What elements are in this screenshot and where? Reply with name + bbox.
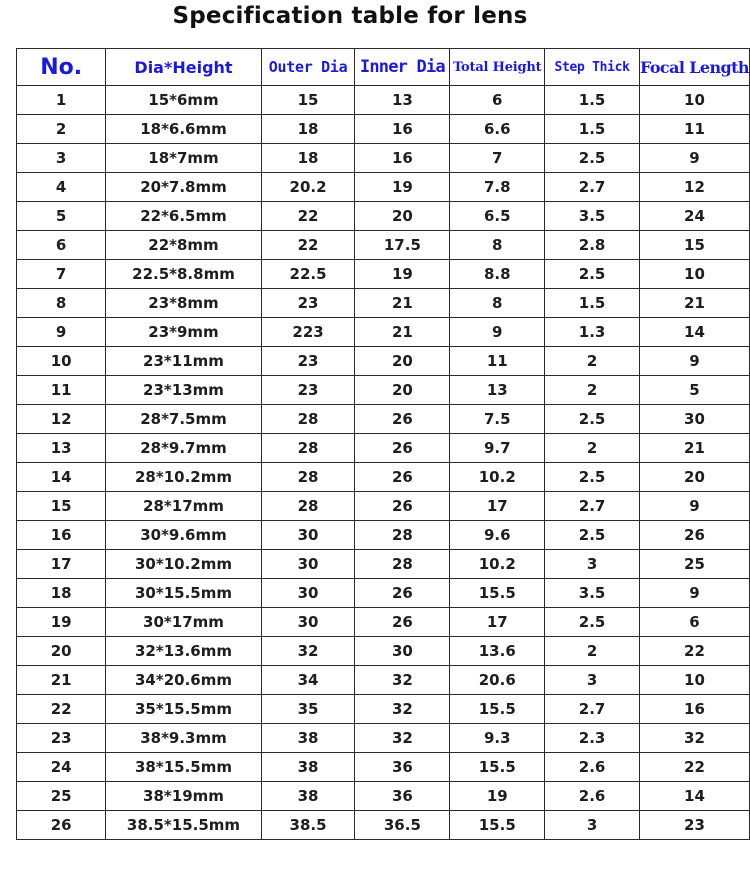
cell-outer-dia: 18 — [261, 144, 355, 173]
table-row — [17, 144, 750, 173]
cell-no: 16 — [17, 521, 106, 550]
cell-focal-length: 16 — [639, 695, 749, 724]
cell-focal-length: 20 — [639, 463, 749, 492]
cell-dia-height: 28*17mm — [106, 492, 261, 521]
cell-outer-dia: 22 — [261, 202, 355, 231]
cell-step-thick: 2.5 — [545, 144, 640, 173]
cell-inner-dia: 36 — [355, 753, 450, 782]
cell-total-height: 8 — [450, 231, 545, 260]
cell-step-thick: 2.3 — [545, 724, 640, 753]
cell-inner-dia: 21 — [355, 289, 450, 318]
cell-outer-dia: 34 — [261, 666, 355, 695]
cell-focal-length: 10 — [639, 260, 749, 289]
cell-dia-height: 28*9.7mm — [106, 434, 261, 463]
cell-dia-height: 15*6mm — [106, 86, 261, 115]
cell-step-thick: 1.3 — [545, 318, 640, 347]
cell-total-height: 7.8 — [450, 173, 545, 202]
cell-outer-dia: 22 — [261, 231, 355, 260]
cell-inner-dia: 17.5 — [355, 231, 450, 260]
cell-inner-dia: 26 — [355, 579, 450, 608]
table-row — [17, 550, 750, 579]
cell-step-thick: 2 — [545, 637, 640, 666]
cell-step-thick: 1.5 — [545, 115, 640, 144]
cell-no: 2 — [17, 115, 106, 144]
table-row — [17, 695, 750, 724]
table-row — [17, 608, 750, 637]
cell-focal-length: 30 — [639, 405, 749, 434]
table-row — [17, 782, 750, 811]
table-row — [17, 666, 750, 695]
cell-step-thick: 2.5 — [545, 608, 640, 637]
cell-focal-length: 9 — [639, 492, 749, 521]
table-body — [17, 86, 750, 840]
cell-no: 24 — [17, 753, 106, 782]
col-header-no: No. — [17, 49, 106, 86]
cell-step-thick: 2.5 — [545, 405, 640, 434]
table-row — [17, 637, 750, 666]
spec-table — [16, 48, 750, 840]
cell-inner-dia: 20 — [355, 202, 450, 231]
cell-focal-length: 14 — [639, 318, 749, 347]
cell-outer-dia: 20.2 — [261, 173, 355, 202]
cell-inner-dia: 26 — [355, 492, 450, 521]
cell-outer-dia: 38 — [261, 753, 355, 782]
table-row — [17, 173, 750, 202]
cell-no: 21 — [17, 666, 106, 695]
cell-inner-dia: 32 — [355, 724, 450, 753]
cell-outer-dia: 35 — [261, 695, 355, 724]
cell-total-height: 15.5 — [450, 695, 545, 724]
cell-dia-height: 38*15.5mm — [106, 753, 261, 782]
cell-inner-dia: 13 — [355, 86, 450, 115]
cell-total-height: 13.6 — [450, 637, 545, 666]
cell-step-thick: 3 — [545, 550, 640, 579]
cell-focal-length: 15 — [639, 231, 749, 260]
cell-step-thick: 3 — [545, 811, 640, 840]
cell-outer-dia: 38.5 — [261, 811, 355, 840]
cell-total-height: 7 — [450, 144, 545, 173]
col-header-outer-dia: Outer Dia — [261, 49, 355, 86]
cell-outer-dia: 30 — [261, 550, 355, 579]
cell-total-height: 17 — [450, 492, 545, 521]
cell-inner-dia: 26 — [355, 463, 450, 492]
cell-no: 19 — [17, 608, 106, 637]
cell-step-thick: 2 — [545, 434, 640, 463]
col-header-step-thick: Step Thick — [545, 49, 640, 86]
cell-dia-height: 30*10.2mm — [106, 550, 261, 579]
col-header-total-height: Total Height — [450, 49, 545, 86]
cell-focal-length: 11 — [639, 115, 749, 144]
cell-dia-height: 32*13.6mm — [106, 637, 261, 666]
cell-focal-length: 32 — [639, 724, 749, 753]
table-row — [17, 434, 750, 463]
cell-total-height: 9.6 — [450, 521, 545, 550]
table-row — [17, 811, 750, 840]
cell-outer-dia: 28 — [261, 405, 355, 434]
cell-dia-height: 23*9mm — [106, 318, 261, 347]
cell-total-height: 10.2 — [450, 550, 545, 579]
cell-dia-height: 20*7.8mm — [106, 173, 261, 202]
cell-dia-height: 23*8mm — [106, 289, 261, 318]
cell-dia-height: 28*10.2mm — [106, 463, 261, 492]
cell-outer-dia: 223 — [261, 318, 355, 347]
cell-outer-dia: 18 — [261, 115, 355, 144]
cell-total-height: 8 — [450, 289, 545, 318]
table-row — [17, 347, 750, 376]
cell-inner-dia: 32 — [355, 695, 450, 724]
table-row — [17, 202, 750, 231]
cell-dia-height: 18*7mm — [106, 144, 261, 173]
cell-inner-dia: 32 — [355, 666, 450, 695]
cell-outer-dia: 28 — [261, 492, 355, 521]
cell-no: 23 — [17, 724, 106, 753]
cell-step-thick: 3.5 — [545, 579, 640, 608]
page-title: Specification table for lens — [172, 3, 528, 29]
cell-total-height: 6.5 — [450, 202, 545, 231]
cell-total-height: 15.5 — [450, 753, 545, 782]
cell-total-height: 9.7 — [450, 434, 545, 463]
cell-dia-height: 35*15.5mm — [106, 695, 261, 724]
cell-no: 17 — [17, 550, 106, 579]
table-row — [17, 579, 750, 608]
cell-step-thick: 2.7 — [545, 695, 640, 724]
table-row — [17, 318, 750, 347]
cell-outer-dia: 30 — [261, 579, 355, 608]
cell-no: 7 — [17, 260, 106, 289]
cell-outer-dia: 28 — [261, 434, 355, 463]
cell-outer-dia: 23 — [261, 289, 355, 318]
cell-no: 25 — [17, 782, 106, 811]
cell-dia-height: 30*9.6mm — [106, 521, 261, 550]
cell-inner-dia: 19 — [355, 173, 450, 202]
cell-total-height: 9 — [450, 318, 545, 347]
cell-outer-dia: 32 — [261, 637, 355, 666]
table-row — [17, 289, 750, 318]
cell-step-thick: 2.6 — [545, 753, 640, 782]
cell-no: 6 — [17, 231, 106, 260]
cell-no: 15 — [17, 492, 106, 521]
cell-step-thick: 1.5 — [545, 86, 640, 115]
cell-no: 26 — [17, 811, 106, 840]
cell-inner-dia: 26 — [355, 405, 450, 434]
cell-step-thick: 2.8 — [545, 231, 640, 260]
cell-total-height: 20.6 — [450, 666, 545, 695]
cell-total-height: 10.2 — [450, 463, 545, 492]
cell-focal-length: 9 — [639, 144, 749, 173]
cell-outer-dia: 38 — [261, 724, 355, 753]
cell-inner-dia: 26 — [355, 434, 450, 463]
cell-no: 22 — [17, 695, 106, 724]
cell-total-height: 17 — [450, 608, 545, 637]
cell-outer-dia: 30 — [261, 521, 355, 550]
cell-no: 4 — [17, 173, 106, 202]
cell-no: 5 — [17, 202, 106, 231]
table-row — [17, 86, 750, 115]
cell-focal-length: 22 — [639, 753, 749, 782]
cell-dia-height: 22.5*8.8mm — [106, 260, 261, 289]
cell-step-thick: 2 — [545, 376, 640, 405]
cell-focal-length: 23 — [639, 811, 749, 840]
cell-no: 18 — [17, 579, 106, 608]
cell-no: 8 — [17, 289, 106, 318]
cell-total-height: 19 — [450, 782, 545, 811]
cell-outer-dia: 23 — [261, 376, 355, 405]
cell-no: 11 — [17, 376, 106, 405]
cell-outer-dia: 23 — [261, 347, 355, 376]
cell-outer-dia: 28 — [261, 463, 355, 492]
cell-total-height: 15.5 — [450, 811, 545, 840]
header-row — [17, 49, 750, 86]
col-header-dia-height: Dia*Height — [106, 49, 261, 86]
cell-focal-length: 21 — [639, 289, 749, 318]
cell-inner-dia: 28 — [355, 550, 450, 579]
cell-no: 12 — [17, 405, 106, 434]
cell-focal-length: 12 — [639, 173, 749, 202]
cell-step-thick: 2.5 — [545, 521, 640, 550]
cell-inner-dia: 30 — [355, 637, 450, 666]
cell-dia-height: 30*17mm — [106, 608, 261, 637]
cell-step-thick: 2.5 — [545, 260, 640, 289]
cell-inner-dia: 28 — [355, 521, 450, 550]
cell-step-thick: 3.5 — [545, 202, 640, 231]
cell-focal-length: 26 — [639, 521, 749, 550]
cell-total-height: 15.5 — [450, 579, 545, 608]
cell-inner-dia: 20 — [355, 376, 450, 405]
table-row — [17, 405, 750, 434]
cell-no: 14 — [17, 463, 106, 492]
cell-focal-length: 25 — [639, 550, 749, 579]
table-row — [17, 753, 750, 782]
cell-outer-dia: 22.5 — [261, 260, 355, 289]
cell-focal-length: 21 — [639, 434, 749, 463]
cell-step-thick: 2.5 — [545, 463, 640, 492]
cell-inner-dia: 19 — [355, 260, 450, 289]
cell-step-thick: 2.6 — [545, 782, 640, 811]
table-row — [17, 492, 750, 521]
cell-dia-height: 38*19mm — [106, 782, 261, 811]
col-header-focal-length: Focal Length — [639, 49, 749, 86]
cell-step-thick: 2.7 — [545, 173, 640, 202]
cell-step-thick: 2.7 — [545, 492, 640, 521]
cell-step-thick: 2 — [545, 347, 640, 376]
cell-total-height: 6 — [450, 86, 545, 115]
cell-focal-length: 24 — [639, 202, 749, 231]
cell-inner-dia: 26 — [355, 608, 450, 637]
table-row — [17, 521, 750, 550]
table-row — [17, 463, 750, 492]
cell-focal-length: 22 — [639, 637, 749, 666]
cell-total-height: 7.5 — [450, 405, 545, 434]
cell-inner-dia: 36 — [355, 782, 450, 811]
table-row — [17, 376, 750, 405]
cell-inner-dia: 21 — [355, 318, 450, 347]
cell-inner-dia: 16 — [355, 115, 450, 144]
cell-focal-length: 6 — [639, 608, 749, 637]
cell-dia-height: 23*11mm — [106, 347, 261, 376]
cell-focal-length: 10 — [639, 86, 749, 115]
cell-dia-height: 18*6.6mm — [106, 115, 261, 144]
cell-outer-dia: 30 — [261, 608, 355, 637]
cell-dia-height: 34*20.6mm — [106, 666, 261, 695]
cell-dia-height: 22*8mm — [106, 231, 261, 260]
cell-no: 13 — [17, 434, 106, 463]
cell-total-height: 13 — [450, 376, 545, 405]
cell-dia-height: 22*6.5mm — [106, 202, 261, 231]
cell-inner-dia: 36.5 — [355, 811, 450, 840]
cell-outer-dia: 15 — [261, 86, 355, 115]
cell-inner-dia: 20 — [355, 347, 450, 376]
cell-total-height: 8.8 — [450, 260, 545, 289]
cell-focal-length: 14 — [639, 782, 749, 811]
cell-no: 3 — [17, 144, 106, 173]
cell-dia-height: 28*7.5mm — [106, 405, 261, 434]
cell-dia-height: 38.5*15.5mm — [106, 811, 261, 840]
cell-total-height: 11 — [450, 347, 545, 376]
table-row — [17, 260, 750, 289]
table-row — [17, 724, 750, 753]
cell-outer-dia: 38 — [261, 782, 355, 811]
cell-dia-height: 38*9.3mm — [106, 724, 261, 753]
cell-no: 10 — [17, 347, 106, 376]
cell-focal-length: 9 — [639, 579, 749, 608]
col-header-inner-dia: Inner Dia — [355, 49, 450, 86]
cell-dia-height: 23*13mm — [106, 376, 261, 405]
cell-no: 20 — [17, 637, 106, 666]
table-row — [17, 115, 750, 144]
cell-step-thick: 1.5 — [545, 289, 640, 318]
cell-total-height: 9.3 — [450, 724, 545, 753]
cell-no: 1 — [17, 86, 106, 115]
cell-focal-length: 5 — [639, 376, 749, 405]
cell-no: 9 — [17, 318, 106, 347]
cell-dia-height: 30*15.5mm — [106, 579, 261, 608]
cell-step-thick: 3 — [545, 666, 640, 695]
cell-inner-dia: 16 — [355, 144, 450, 173]
table-row — [17, 231, 750, 260]
cell-focal-length: 9 — [639, 347, 749, 376]
cell-focal-length: 10 — [639, 666, 749, 695]
cell-total-height: 6.6 — [450, 115, 545, 144]
